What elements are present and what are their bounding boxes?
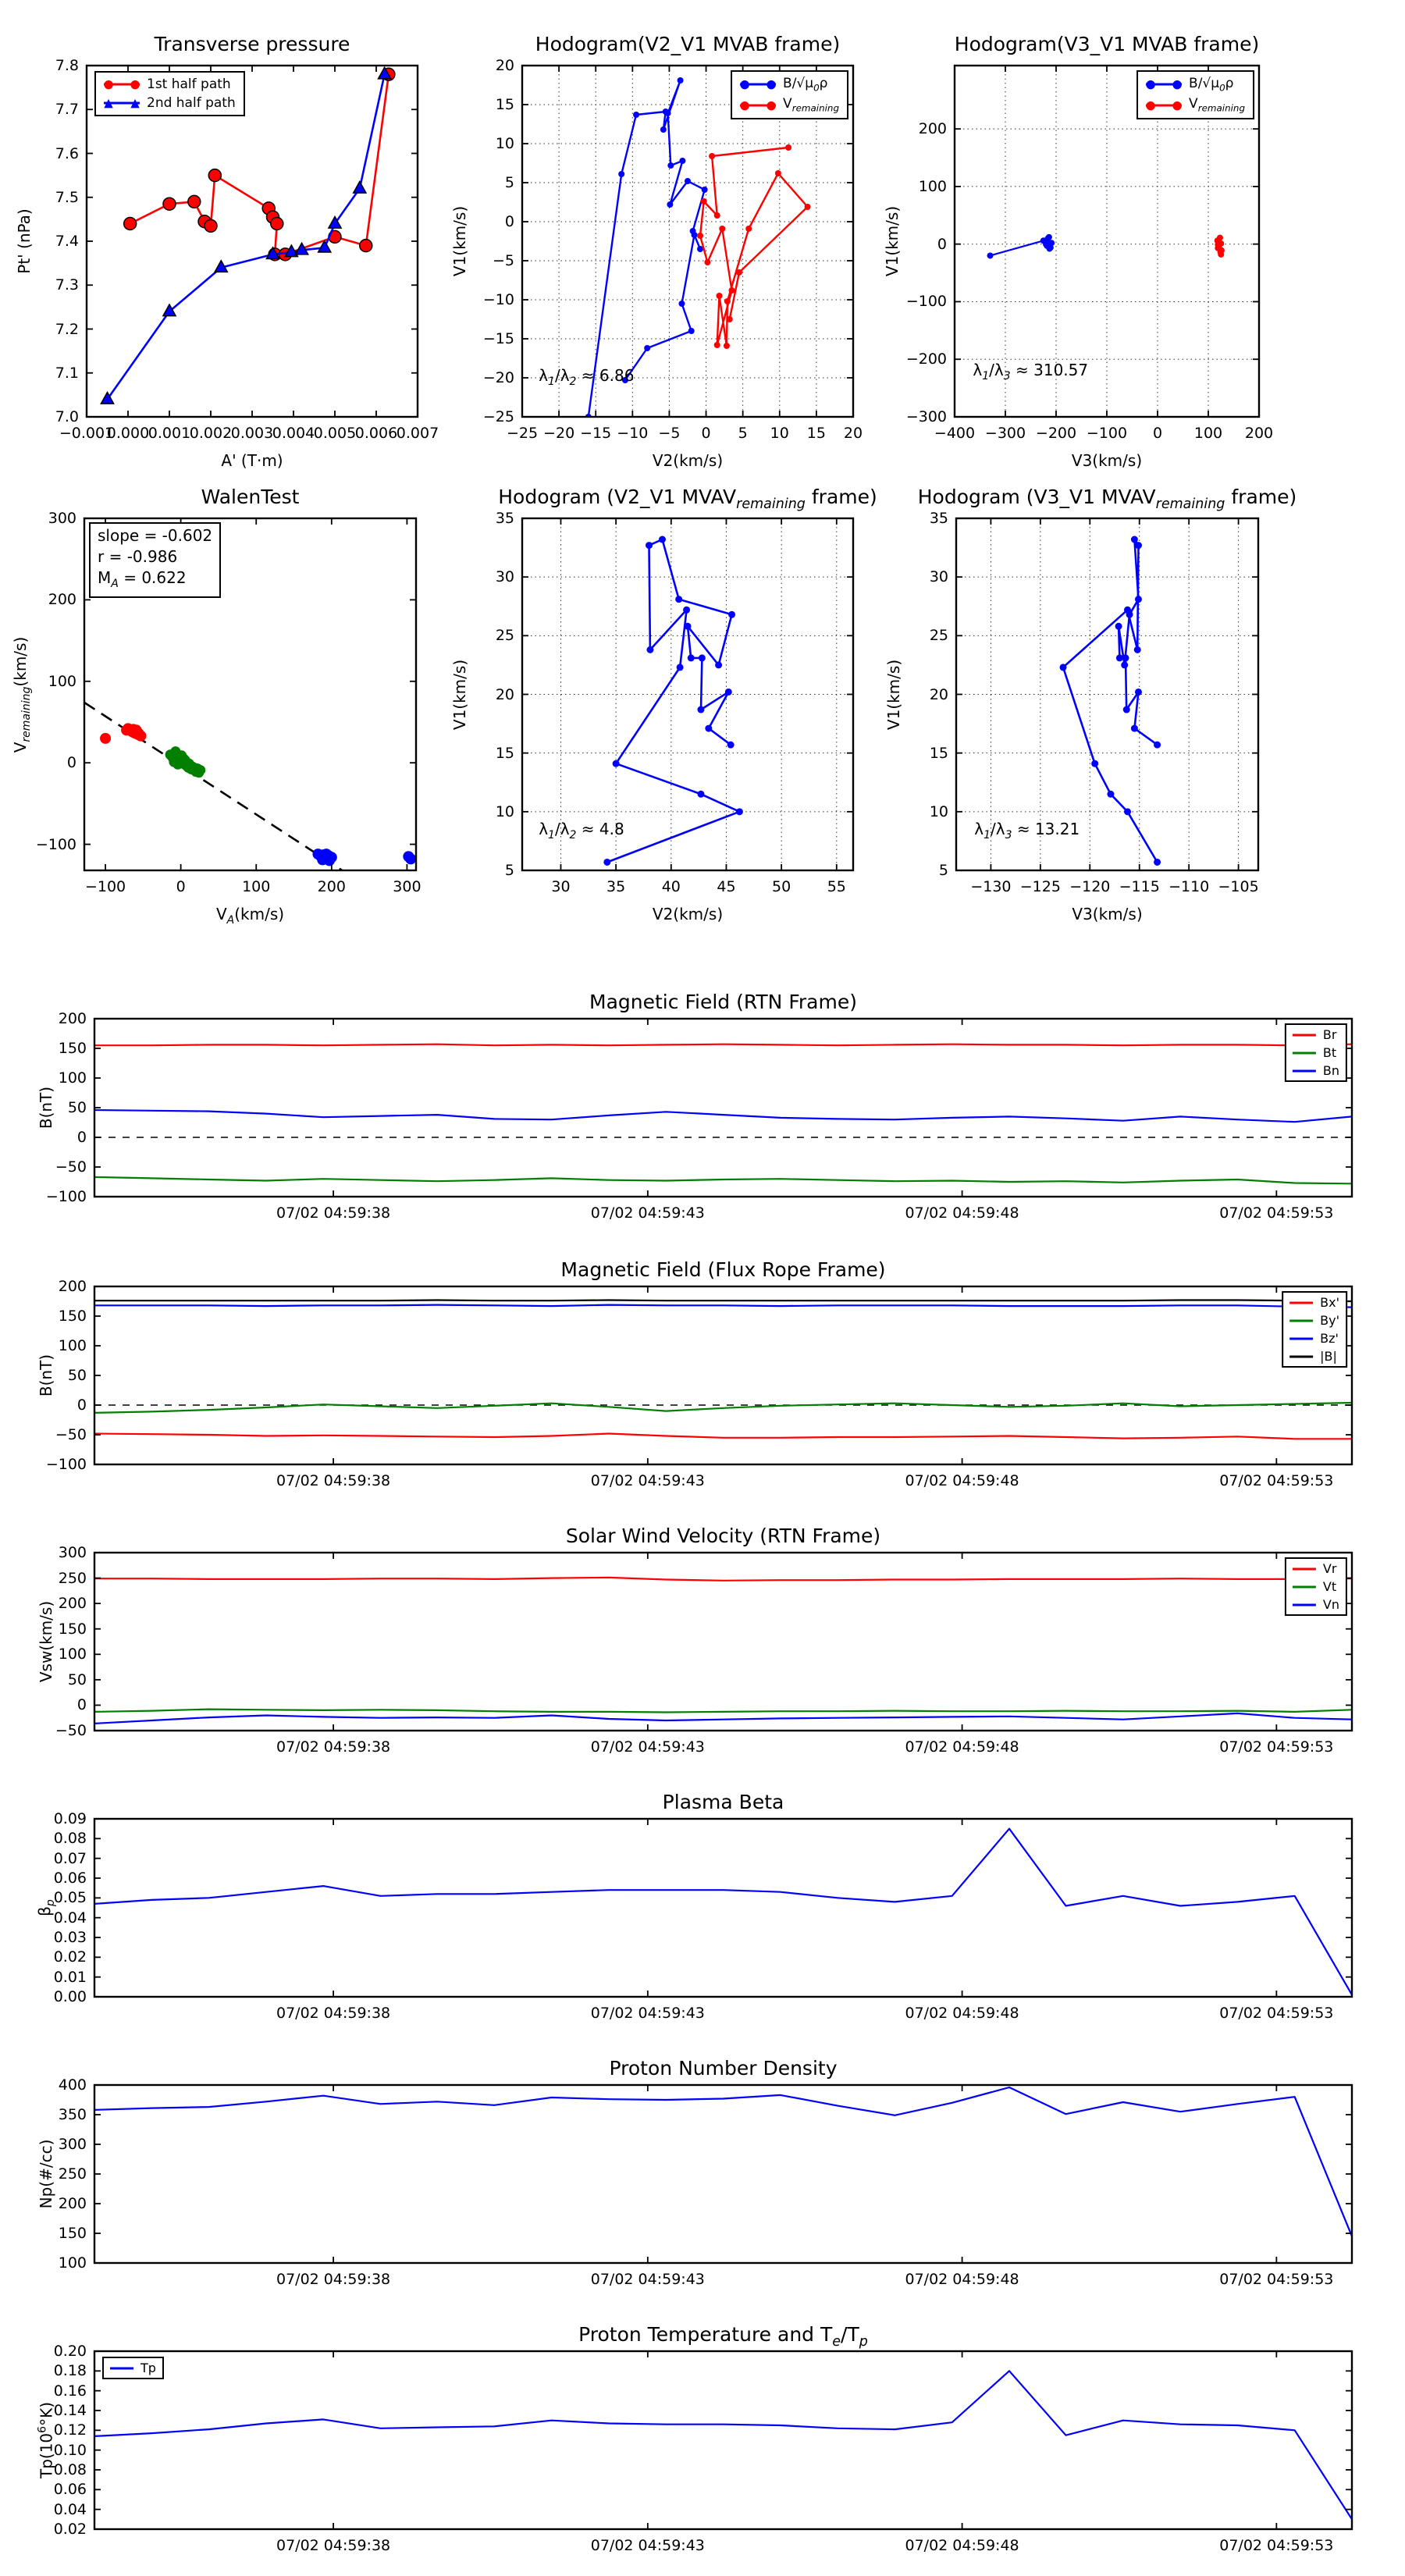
y-tick-label: 200 — [58, 1010, 87, 1027]
legend-item — [1289, 1311, 1339, 1329]
x-tick-label: −100 — [84, 878, 126, 895]
legend-item-label: Bz' — [1320, 1331, 1339, 1346]
x-tick-label: 200 — [1244, 425, 1274, 442]
y-tick-label: 50 — [67, 1367, 87, 1384]
y-tick-label: 20 — [495, 57, 514, 74]
y-tick-label: 15 — [929, 744, 948, 762]
x-axis-label: V2(km/s) — [652, 451, 724, 470]
line-sample-icon — [1293, 1563, 1316, 1575]
x-tick-label: −300 — [984, 425, 1026, 442]
x-tick-label: 0.001 — [148, 425, 191, 442]
y-tick-label: −10 — [482, 291, 514, 308]
x-tick-label: −15 — [580, 425, 612, 442]
legend — [1136, 70, 1254, 119]
legend-item-label: Bn — [1322, 1063, 1339, 1078]
x-tick-label: −110 — [1168, 878, 1210, 895]
y-tick-label: 0.00 — [53, 1988, 87, 2005]
y-tick-label: 100 — [58, 1069, 87, 1087]
circle-marker-icon: ● — [1145, 98, 1156, 112]
x-tick-label: 0.006 — [354, 425, 398, 442]
legend-item — [104, 75, 236, 94]
x-tick-label: 07/02 04:59:53 — [1219, 1204, 1334, 1222]
y-tick-label: 30 — [929, 568, 948, 586]
legend-item-label: |B| — [1320, 1349, 1337, 1364]
series-group — [94, 1578, 1352, 1724]
legend-item — [110, 2359, 156, 2377]
y-tick-label: 200 — [58, 1595, 87, 1613]
legend — [1285, 1023, 1347, 1082]
x-tick-label: 07/02 04:59:43 — [590, 2537, 705, 2554]
line-sample-icon — [1289, 1332, 1313, 1345]
legend-item-label: $V_{remaining}$ — [783, 96, 839, 114]
circle-marker-icon: ● — [1172, 76, 1183, 91]
plot-area-proton_temp — [94, 2351, 1352, 2529]
x-tick-label: 0 — [176, 878, 186, 895]
x-tick-label: −120 — [1069, 878, 1111, 895]
plot-area-hodogram_v2v1_mvav — [522, 518, 853, 870]
circle-sample-icon — [104, 78, 140, 91]
x-axis-label: $V_A(km/s)$ — [215, 905, 285, 927]
circle-marker-icon: ● — [739, 98, 750, 112]
y-tick-label: 0.01 — [53, 1968, 87, 1986]
line-sample-icon — [1293, 1029, 1316, 1041]
legend — [94, 71, 245, 116]
x-tick-label: 07/02 04:59:48 — [905, 1472, 1019, 1489]
y-tick-label: −20 — [482, 369, 514, 386]
x-tick-label: 10 — [770, 425, 789, 442]
y-axis-label: Np(#/cc) — [37, 2139, 55, 2209]
y-tick-label: 100 — [58, 1646, 87, 1663]
legend-item — [1293, 1596, 1339, 1614]
panel-title: Hodogram (V2_V1 $MVAV_{remaining}$ frame) — [498, 486, 877, 512]
y-tick-label: 7.4 — [55, 233, 79, 250]
y-tick-label: 0.04 — [53, 1909, 87, 1927]
circle-marker-icon: ● — [766, 98, 777, 112]
y-tick-label: −15 — [482, 330, 514, 347]
plot-area-hodogram_v3v1_mvav — [956, 518, 1258, 870]
y-tick-label: 100 — [48, 672, 76, 690]
y-tick-label: 150 — [58, 1308, 87, 1325]
y-tick-label: 0.18 — [53, 2362, 87, 2380]
stats-line: $M_A = 0.622$ — [98, 568, 187, 590]
x-tick-label: 07/02 04:59:48 — [905, 2271, 1019, 2288]
y-tick-label: 200 — [58, 2195, 87, 2212]
x-tick-label: 07/02 04:59:43 — [590, 1472, 705, 1489]
y-tick-label: 7.1 — [55, 364, 79, 382]
series-group — [94, 2371, 1352, 2519]
plot-area-mag_rtn — [94, 1019, 1352, 1197]
x-tick-label: 15 — [806, 425, 826, 442]
y-tick-label: −50 — [55, 1722, 87, 1739]
y-tick-label: 200 — [918, 120, 947, 138]
y-tick-label: −100 — [905, 293, 947, 311]
stats-line: r = -0.986 — [98, 547, 178, 566]
legend-item-label: Vt — [1322, 1579, 1337, 1594]
x-tick-label: 07/02 04:59:38 — [276, 2271, 391, 2288]
x-tick-label: −130 — [970, 878, 1012, 895]
y-tick-label: 7.2 — [55, 320, 79, 338]
lambda-annotation: $\lambda_1/\lambda_2 \approx 6.86$ — [539, 365, 635, 388]
legend — [1282, 1291, 1347, 1368]
y-axis-label: Vsw(km/s) — [37, 1600, 55, 1683]
plot-area-transverse_pressure — [87, 66, 418, 417]
x-tick-label: 07/02 04:59:43 — [590, 2271, 705, 2288]
y-tick-label: 0 — [504, 213, 514, 230]
series-group — [94, 1044, 1352, 1184]
series-group — [101, 67, 395, 404]
x-tick-label: 45 — [717, 878, 736, 895]
circle-sample-icon — [1146, 78, 1182, 91]
y-tick-label: 150 — [58, 1620, 87, 1638]
y-tick-label: 0 — [66, 754, 76, 772]
x-tick-label: 0.007 — [396, 425, 439, 442]
y-tick-label: 0.10 — [53, 2441, 87, 2459]
circle-marker-icon: ● — [739, 76, 750, 91]
x-tick-label: 07/02 04:59:53 — [1219, 2005, 1334, 2022]
y-tick-label: 300 — [58, 2136, 87, 2153]
y-tick-label: 0.12 — [53, 2421, 87, 2439]
x-tick-label: −400 — [934, 425, 976, 442]
circle-marker-icon: ● — [103, 76, 114, 91]
y-tick-label: −50 — [55, 1158, 87, 1176]
y-tick-label: 0.09 — [53, 1810, 87, 1827]
triangle-marker-icon: ▲ — [130, 95, 140, 110]
lambda-annotation: $\lambda_1/\lambda_2 \approx 4.8$ — [539, 819, 624, 841]
y-tick-label: 300 — [48, 510, 76, 527]
legend-item-label: By' — [1320, 1313, 1339, 1328]
legend-item-label: Tp — [140, 2361, 156, 2375]
line-sample-icon — [1293, 1599, 1316, 1611]
x-tick-label: 07/02 04:59:53 — [1219, 2271, 1334, 2288]
x-tick-label: 07/02 04:59:38 — [276, 2537, 391, 2554]
y-tick-label: 0.08 — [53, 2461, 87, 2478]
y-tick-label: 50 — [67, 1099, 87, 1116]
legend — [102, 2357, 164, 2379]
x-tick-label: −115 — [1119, 878, 1160, 895]
stats-line: slope = -0.602 — [98, 526, 213, 545]
y-tick-label: 15 — [495, 96, 514, 113]
line-sample-icon — [1289, 1350, 1313, 1363]
x-axis-label: V3(km/s) — [1071, 451, 1143, 470]
x-tick-label: 5 — [738, 425, 748, 442]
y-tick-label: −300 — [905, 408, 947, 425]
x-tick-label: 07/02 04:59:43 — [590, 1738, 705, 1756]
panel-title: Hodogram(V2_V1 MVAB frame) — [535, 33, 841, 55]
y-tick-label: 100 — [58, 2254, 87, 2272]
x-tick-label: −0.001 — [59, 425, 115, 442]
y-tick-label: 35 — [495, 510, 514, 527]
line-sample-icon — [1293, 1581, 1316, 1593]
y-tick-label: 25 — [929, 627, 948, 645]
x-tick-label: 40 — [661, 878, 681, 895]
y-tick-label: 5 — [504, 174, 514, 191]
y-axis-label: V1(km/s) — [450, 205, 469, 277]
y-tick-label: 250 — [58, 1569, 87, 1587]
legend-item-label: Vr — [1322, 1561, 1337, 1576]
x-tick-label: 50 — [772, 878, 791, 895]
x-tick-label: 0 — [701, 425, 711, 442]
legend-item — [1293, 1578, 1339, 1596]
y-tick-label: 0.14 — [53, 2402, 87, 2419]
y-tick-label: 0.20 — [53, 2343, 87, 2360]
y-tick-label: 300 — [58, 1544, 87, 1561]
x-tick-label: 100 — [1193, 425, 1223, 442]
series-group — [84, 703, 416, 870]
y-tick-label: −100 — [45, 1188, 87, 1205]
x-axis-label: A' (T·m) — [221, 451, 283, 470]
legend-item-label: $B/√\mu_0\rho$ — [783, 76, 828, 94]
x-tick-label: 07/02 04:59:38 — [276, 1472, 391, 1489]
x-tick-label: 07/02 04:59:53 — [1219, 2537, 1334, 2554]
x-tick-label: 07/02 04:59:53 — [1219, 1738, 1334, 1756]
y-tick-label: −100 — [45, 1456, 87, 1473]
legend — [1285, 1557, 1347, 1616]
x-tick-label: 07/02 04:59:38 — [276, 1204, 391, 1222]
legend-item-label: $V_{remaining}$ — [1189, 96, 1245, 114]
y-tick-label: 20 — [929, 685, 948, 703]
panel-title: Hodogram (V3_V1 $MVAV_{remaining}$ frame) — [917, 486, 1297, 512]
y-tick-label: 7.5 — [55, 188, 79, 206]
x-tick-label: 0.003 — [230, 425, 274, 442]
legend-item — [1293, 1560, 1339, 1578]
x-tick-label: 07/02 04:59:43 — [590, 1204, 705, 1222]
y-tick-label: 7.8 — [55, 57, 79, 74]
panel-title: Magnetic Field (Flux Rope Frame) — [560, 1258, 886, 1281]
legend-item-label: 1st half path — [147, 76, 231, 92]
triangle-marker-icon: ▲ — [104, 95, 113, 110]
x-tick-label: 07/02 04:59:48 — [905, 2537, 1019, 2554]
legend-item-label: $B/√\mu_0\rho$ — [1189, 76, 1234, 94]
y-tick-label: 0.16 — [53, 2382, 87, 2400]
legend-item — [1293, 1044, 1339, 1062]
y-tick-label: 200 — [48, 591, 76, 609]
panel-title: WalenTest — [201, 486, 300, 508]
y-tick-label: 15 — [495, 744, 514, 762]
triangle-sample-icon — [104, 97, 140, 109]
lambda-annotation: $\lambda_1/\lambda_3 \approx 310.57$ — [973, 361, 1089, 382]
y-tick-label: 5 — [938, 862, 948, 879]
y-tick-label: 0 — [76, 1696, 87, 1714]
panel-title: Plasma Beta — [662, 1791, 784, 1813]
y-tick-label: −100 — [35, 835, 76, 853]
x-tick-label: 0.000 — [106, 425, 150, 442]
y-tick-label: 150 — [58, 2225, 87, 2242]
legend-item-label: Br — [1322, 1027, 1337, 1042]
x-tick-label: 07/02 04:59:38 — [276, 2005, 391, 2022]
circle-marker-icon: ● — [766, 76, 777, 91]
panel-title: Proton Temperature and $T_e/T_p$ — [578, 2323, 868, 2350]
x-tick-label: 07/02 04:59:48 — [905, 1204, 1019, 1222]
y-tick-label: 0 — [76, 1397, 87, 1414]
y-tick-label: 35 — [929, 510, 948, 527]
y-tick-label: 0.07 — [53, 1849, 87, 1867]
plot-area-plasma_beta — [94, 1819, 1352, 1997]
y-axis-label: V1(km/s) — [883, 205, 902, 277]
y-axis-label: $Tp(10^6^\circ K)$ — [36, 2401, 56, 2479]
x-tick-label: −105 — [1218, 878, 1259, 895]
x-tick-label: 07/02 04:59:48 — [905, 2005, 1019, 2022]
line-sample-icon — [1289, 1297, 1313, 1309]
line-sample-icon — [1289, 1315, 1313, 1327]
x-tick-label: 07/02 04:59:48 — [905, 1738, 1019, 1756]
y-tick-label: 0.04 — [53, 2500, 87, 2518]
y-tick-label: 25 — [495, 627, 514, 645]
circle-marker-icon: ● — [130, 76, 140, 91]
stats-box — [89, 522, 221, 598]
y-tick-label: −200 — [905, 350, 947, 368]
x-tick-label: 20 — [843, 425, 863, 442]
legend-item — [1289, 1347, 1339, 1365]
y-tick-label: 5 — [504, 862, 514, 879]
x-tick-label: 0.005 — [313, 425, 357, 442]
series-group — [94, 2087, 1352, 2236]
x-tick-label: 300 — [393, 878, 422, 895]
legend-item — [740, 74, 839, 94]
x-tick-label: −10 — [617, 425, 649, 442]
panel-title: Proton Number Density — [609, 2057, 838, 2080]
x-tick-label: 07/02 04:59:38 — [276, 1738, 391, 1756]
y-axis-label: B(nT) — [37, 1354, 55, 1397]
legend-item-label: Bx' — [1320, 1295, 1339, 1310]
legend-item-label: 2nd half path — [147, 95, 236, 111]
legend-item — [1146, 94, 1245, 115]
x-tick-label: 07/02 04:59:43 — [590, 2005, 705, 2022]
y-tick-label: 250 — [58, 2165, 87, 2183]
y-tick-label: 0.06 — [53, 2481, 87, 2499]
y-tick-label: −50 — [55, 1426, 87, 1443]
legend-item — [1289, 1293, 1339, 1311]
line-sample-icon — [110, 2362, 133, 2375]
line-sample-icon — [1293, 1065, 1316, 1077]
y-tick-label: 7.0 — [55, 408, 79, 425]
series-group — [603, 536, 743, 866]
y-tick-label: 7.7 — [55, 101, 79, 119]
circle-marker-icon: ● — [1145, 76, 1156, 91]
x-tick-label: 35 — [606, 878, 626, 895]
y-tick-label: −25 — [482, 408, 514, 425]
y-tick-label: 0 — [76, 1129, 87, 1146]
legend-item — [1293, 1026, 1339, 1044]
y-tick-label: 0.08 — [53, 1830, 87, 1848]
x-tick-label: −125 — [1019, 878, 1061, 895]
panel-title: Magnetic Field (RTN Frame) — [589, 991, 857, 1013]
series-group — [1060, 536, 1161, 866]
x-tick-label: −25 — [506, 425, 539, 442]
plot-area-vsw_rtn — [94, 1553, 1352, 1731]
y-tick-label: 100 — [58, 1337, 87, 1354]
legend-item — [104, 94, 236, 112]
series-group — [987, 234, 1225, 259]
y-tick-label: 10 — [495, 802, 514, 820]
y-tick-label: 10 — [495, 135, 514, 152]
x-tick-label: 07/02 04:59:53 — [1219, 1472, 1334, 1489]
y-tick-label: 7.3 — [55, 276, 79, 294]
y-tick-label: 0.05 — [53, 1889, 87, 1907]
y-axis-label: $\beta_p$ — [35, 1899, 57, 1916]
x-tick-label: 0 — [1152, 425, 1163, 442]
y-tick-label: −5 — [492, 252, 514, 269]
panel-title: Transverse pressure — [154, 33, 350, 55]
y-tick-label: 0.02 — [53, 2521, 87, 2538]
y-tick-label: 30 — [495, 568, 514, 586]
y-axis-label: V1(km/s) — [450, 659, 469, 730]
y-tick-label: 0 — [937, 235, 947, 253]
line-sample-icon — [1293, 1047, 1316, 1059]
y-axis-label: Pt' (nPa) — [15, 208, 34, 274]
y-tick-label: 0.06 — [53, 1870, 87, 1887]
y-axis-label: $V_{remaining}(km/s)$ — [11, 636, 33, 753]
y-tick-label: 7.6 — [55, 144, 79, 162]
circle-marker-icon: ● — [1172, 98, 1183, 112]
x-tick-label: 0.002 — [189, 425, 233, 442]
y-tick-label: 200 — [58, 1278, 87, 1295]
x-tick-label: 0.004 — [272, 425, 315, 442]
legend-item-label: Vn — [1322, 1597, 1339, 1612]
series-group — [94, 1829, 1352, 1995]
plot-area-mag_fr — [94, 1286, 1352, 1464]
panel-title: Hodogram(V3_V1 MVAB frame) — [954, 33, 1260, 55]
lambda-annotation: $\lambda_1/\lambda_3 \approx 13.21$ — [974, 819, 1080, 841]
circle-sample-icon — [1146, 99, 1182, 112]
panel-title: Solar Wind Velocity (RTN Frame) — [565, 1525, 881, 1547]
y-tick-label: 0.02 — [53, 1948, 87, 1966]
x-axis-label: V2(km/s) — [652, 905, 724, 923]
legend-item — [1146, 74, 1245, 94]
legend-item — [1289, 1329, 1339, 1347]
circle-sample-icon — [740, 99, 776, 112]
legend-item — [740, 94, 839, 115]
x-tick-label: −100 — [1086, 425, 1128, 442]
y-tick-label: 0.03 — [53, 1929, 87, 1946]
y-tick-label: 100 — [918, 177, 947, 195]
plot-area-proton_density — [94, 2085, 1352, 2263]
x-tick-label: −200 — [1035, 425, 1077, 442]
legend-item-label: Bt — [1322, 1045, 1337, 1060]
x-tick-label: 55 — [827, 878, 846, 895]
legend — [731, 70, 848, 119]
y-tick-label: 400 — [58, 2076, 87, 2094]
x-tick-label: −20 — [543, 425, 575, 442]
x-tick-label: 200 — [317, 878, 346, 895]
legend-item — [1293, 1062, 1339, 1080]
y-tick-label: 10 — [929, 802, 948, 820]
x-axis-label: V3(km/s) — [1072, 905, 1143, 923]
x-tick-label: −5 — [658, 425, 681, 442]
y-tick-label: 150 — [58, 1040, 87, 1057]
y-tick-label: 350 — [58, 2106, 87, 2123]
circle-sample-icon — [740, 78, 776, 91]
series-group — [94, 1300, 1352, 1439]
y-tick-label: 20 — [495, 685, 514, 703]
y-tick-label: 50 — [67, 1670, 87, 1688]
x-tick-label: 30 — [551, 878, 571, 895]
y-axis-label: V1(km/s) — [884, 659, 903, 730]
y-axis-label: B(nT) — [37, 1086, 55, 1130]
x-tick-label: 100 — [242, 878, 271, 895]
